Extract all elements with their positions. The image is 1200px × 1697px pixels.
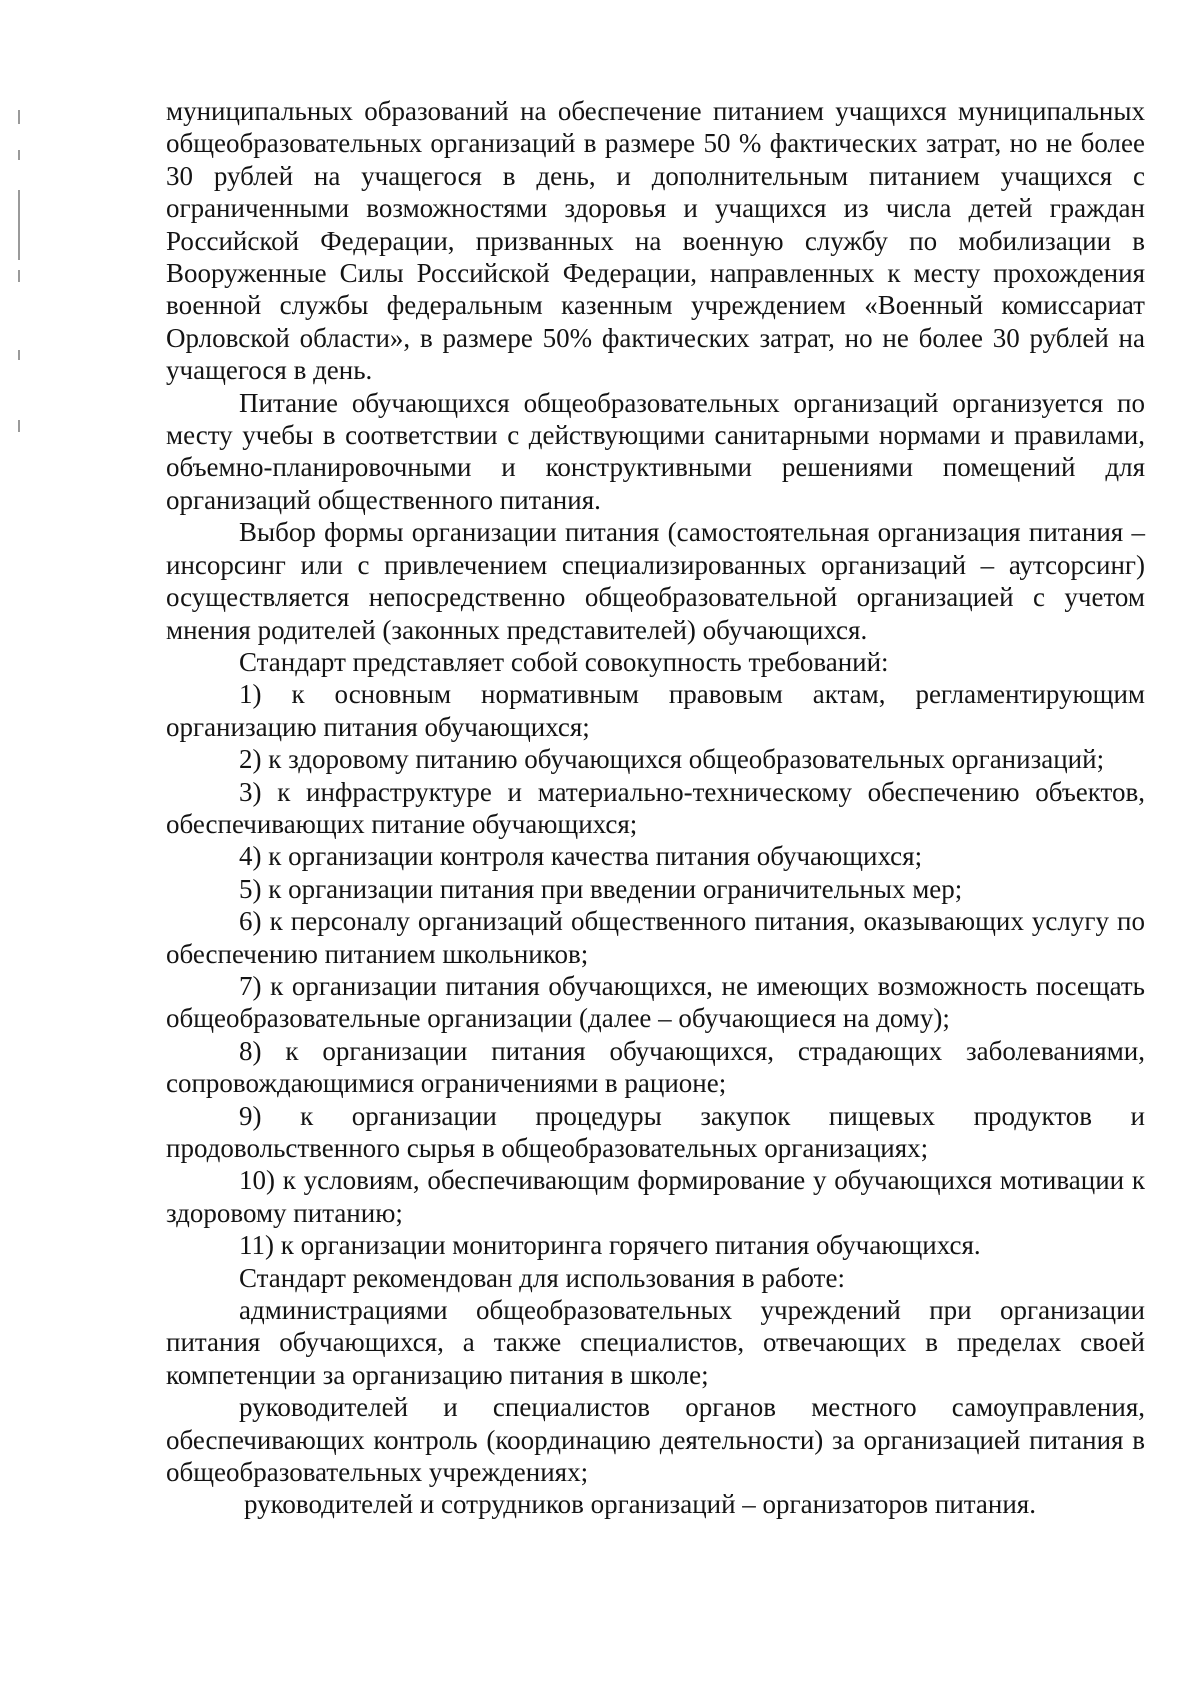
requirement-item-9: 9) к организации процедуры закупок пищевых продуктов и продовольственного сырья в общеобразовательных организациях; — [166, 1100, 1145, 1163]
requirement-item-5: 5) к организации питания при введении ограничительных мер; — [239, 873, 963, 904]
paragraph-funding: муниципальных образований на обеспечение питанием учащихся муниципальных общеобразовательных организаций в размере 50 % фактических затрат, но не более 30 рублей на учащегося в день, и дополнительным питанием учащихся с ограниченными возможностями здоровья и учащихся из числа детей граждан Российской Федерации, призванных на военную службу по мобилизации в Вооруженные Силы Российской Федерации, направленных к месту прохождения военной службы федеральным казенным учреждением «Военный комиссариат Орловской области», в размере 50% фактических затрат, но не более 30 рублей на учащегося в день. — [166, 96, 1145, 386]
requirement-item-2: 2) к здоровому питанию обучающихся общеобразовательных организаций; — [239, 744, 1105, 775]
requirement-item-1: 1) к основным нормативным правовым актам, регламентирующим организацию питания обучающихся; — [166, 679, 1145, 742]
scan-edge-marks — [18, 90, 24, 450]
requirement-item-8: 8) к организации питания обучающихся, страдающих заболеваниями, сопровождающимися ограничениями в рационе; — [166, 1035, 1145, 1099]
requirement-item-6: 6) к персоналу организаций общественного питания, оказывающих услугу по обеспечению питанием школьников; — [166, 906, 1145, 969]
document-body — [166, 95, 1145, 1521]
paragraph-form-choice: Выбор формы организации питания (самостоятельная организация питания – инсорсинг или с привлечением специализированных организаций – аутсорсинг) осуществляется непосредственно общеобразовательной организацией с учетом мнения родителей (законных представителей) обучающихся. — [166, 517, 1145, 645]
audience-item-meal-organizers: руководителей и сотрудников организаций – организаторов питания. — [244, 1489, 1036, 1520]
paragraph-recommended-for: Стандарт рекомендован для использования в работе: — [239, 1262, 845, 1293]
paragraph-organization-of-meals: Питание обучающихся общеобразовательных организаций организуется по месту учебы в соответствии с действующими санитарными нормами и правилами, объемно-планировочными и конструктивными решениями помещений для организаций общественного питания. — [166, 387, 1145, 515]
audience-item-administrations: администрациями общеобразовательных учреждений при организации питания обучающихся, а также специалистов, отвечающих в пределах своей компетенции за организацию питания в школе; — [166, 1295, 1145, 1390]
paragraph-standard-intro: Стандарт представляет собой совокупность требований: — [239, 646, 889, 677]
requirement-item-3: 3) к инфраструктуре и материально-техническому обеспечению объектов, обеспечивающих питание обучающихся; — [166, 776, 1145, 839]
requirement-item-10: 10) к условиям, обеспечивающим формирование у обучающихся мотивации к здоровому питанию; — [166, 1165, 1145, 1228]
requirement-item-4: 4) к организации контроля качества питания обучающихся; — [239, 841, 923, 872]
requirement-item-11: 11) к организации мониторинга горячего питания обучающихся. — [239, 1230, 981, 1261]
audience-item-local-government: руководителей и специалистов органов местного самоуправления, обеспечивающих контроль (координацию деятельности) за организацией питания в общеобразовательных учреждениях; — [166, 1392, 1145, 1488]
requirement-item-7: 7) к организации питания обучающихся, не имеющих возможность посещать общеобразовательные организации (далее – обучающиеся на дому); — [166, 970, 1145, 1034]
